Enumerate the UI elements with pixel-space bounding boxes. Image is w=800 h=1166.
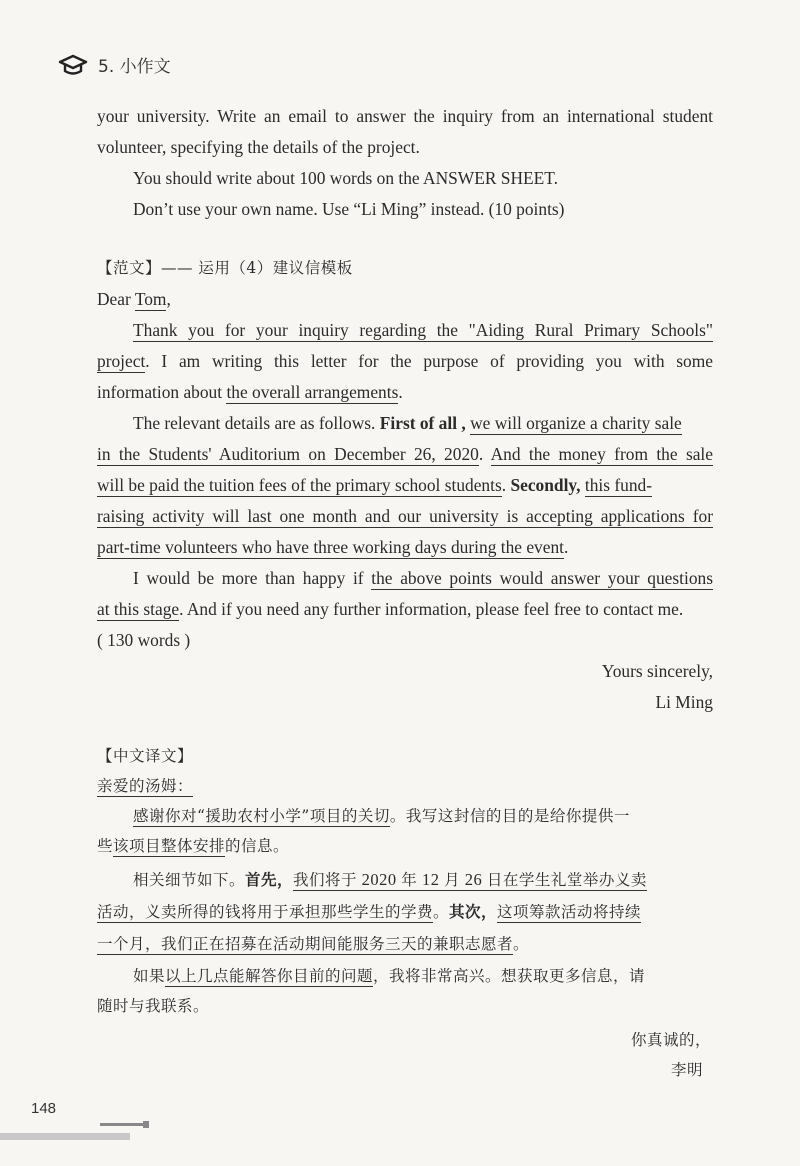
paragraph-line-cn: 一个月，我们正在招募在活动期间能服务三天的兼职志愿者。 [97, 935, 530, 953]
translation-label: 【中文译文】 [97, 747, 194, 765]
footer-marker [143, 1121, 149, 1128]
signature: Li Ming [655, 692, 713, 712]
salutation-cn: 亲爱的汤姆： [97, 777, 194, 795]
task-line: volunteer, specifying the details of the project. [97, 137, 420, 157]
closing: Yours sincerely, [601, 661, 713, 681]
task-line: You should write about 100 words on the ANSWER SHEET. [133, 168, 558, 188]
paragraph-line: in the Students' Auditorium on December 26, 2020. And the money from the sale [97, 444, 713, 464]
footer-bar [0, 1133, 130, 1140]
task-line: your university. Write an email to answer the inquiry from an international student [97, 106, 713, 126]
paragraph-line-cn: 相关细节如下。首先，我们将于 2020 年 12 月 26 日在学生礼堂举办义卖 [133, 870, 647, 889]
paragraph-line: Thank you for your inquiry regarding the "Aiding Rural Primary Schools" [133, 320, 713, 340]
paragraph-line: information about the overall arrangements. [97, 382, 403, 402]
paragraph-line: part-time volunteers who have three working days during the event. [97, 537, 569, 557]
section-header [58, 52, 171, 77]
paragraph-line-cn: 感谢你对“援助农村小学”项目的关切。我写这封信的目的是给你提供一 [133, 807, 630, 825]
paragraph-line-cn: 随时与我联系。 [97, 997, 210, 1015]
signature-cn: 李明 [670, 1061, 703, 1079]
closing-cn: 你真诚的， [630, 1031, 711, 1049]
paragraph-line: will be paid the tuition fees of the primary school students. Secondly, this fund- [97, 475, 653, 495]
paragraph-line: I would be more than happy if the above points would answer your questions [133, 568, 713, 588]
section-title: 5. 小作文 [98, 57, 171, 77]
graduation-cap-icon [58, 54, 88, 76]
paragraph-line-cn: 如果以上几点能解答你目前的问题，我将非常高兴。想获取更多信息，请 [133, 967, 646, 985]
salutation: Dear Tom, [97, 289, 171, 309]
paragraph-line-cn: 些该项目整体安排的信息。 [97, 837, 290, 855]
word-count: ( 130 words ) [97, 630, 191, 650]
paragraph-line: at this stage. And if you need any further information, please feel free to contact me. [97, 599, 684, 619]
paragraph-line: The relevant details are as follows. First of all , we will organize a charity sale [133, 413, 682, 433]
model-essay-label: 【范文】—— 运用（4）建议信模板 [97, 259, 353, 277]
paragraph-line-cn: 活动，义卖所得的钱将用于承担那些学生的学费。其次，这项筹款活动将持续 [97, 902, 642, 921]
paragraph-line: project. I am writing this letter for the purpose of providing you with some [97, 351, 713, 371]
task-line: Don’t use your own name. Use “Li Ming” instead. (10 points) [133, 199, 565, 219]
page-number: 148 [31, 1100, 57, 1117]
paragraph-line: raising activity will last one month and our university is accepting applications for [97, 506, 713, 526]
footer-rule [100, 1123, 146, 1126]
